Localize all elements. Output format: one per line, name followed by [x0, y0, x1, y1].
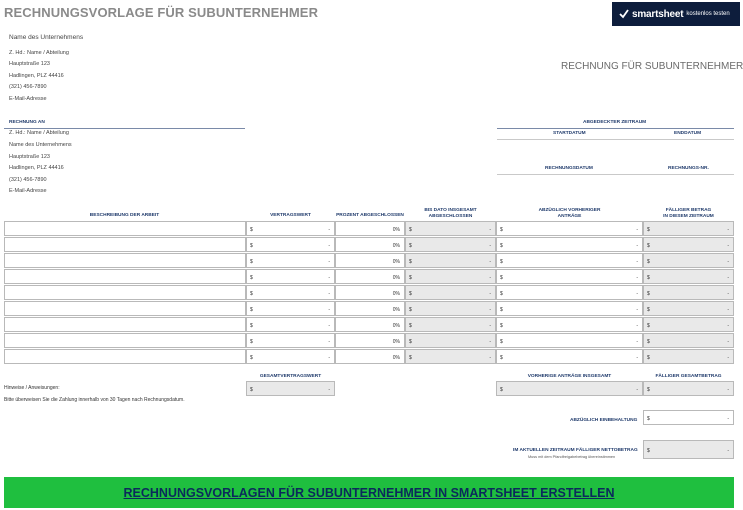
value-dash: - [328, 338, 330, 345]
value-dash: - [328, 242, 330, 249]
currency-symbol: $ [250, 322, 253, 329]
currency-symbol: $ [647, 322, 650, 329]
smartsheet-check-icon [619, 9, 629, 19]
value-dash: - [489, 338, 491, 345]
value-dash: - [328, 354, 330, 361]
cell-less[interactable] [496, 349, 643, 364]
currency-symbol: $ [250, 258, 253, 265]
value-dash: - [636, 242, 638, 249]
logo-brand: smartsheet [632, 8, 684, 20]
previous-total-label: VORHERIGE ANTRÄGE INSGESAMT [527, 374, 612, 379]
currency-symbol: $ [647, 415, 650, 422]
currency-symbol: $ [250, 338, 253, 345]
cta-link[interactable]: RECHNUNGSVORLAGEN FÜR SUBUNTERNEHMER IN SMARTSHEET ERSTELLEN [123, 485, 615, 500]
company-name: Name des Unternehmens [9, 34, 84, 41]
value-dash: - [636, 354, 638, 361]
cell-due [643, 333, 734, 348]
cta-banner[interactable] [4, 477, 734, 508]
currency-symbol: $ [647, 447, 650, 454]
cell-percent[interactable] [335, 269, 405, 284]
value-dash: - [328, 226, 330, 233]
col-header-less-line1: ABZÜGLICH VORHERIGER [538, 208, 601, 213]
value-dash: - [489, 322, 491, 329]
retention-cell[interactable] [643, 410, 734, 425]
currency-symbol: $ [647, 226, 650, 233]
value-dash: - [636, 226, 638, 233]
value-dash: - [489, 226, 491, 233]
currency-symbol: $ [250, 306, 253, 313]
cell-billed [405, 333, 496, 348]
currency-symbol: $ [647, 386, 650, 393]
total-contract-cell [246, 381, 335, 396]
cell-description[interactable] [4, 221, 246, 236]
currency-symbol: $ [409, 290, 412, 297]
value-dash: - [489, 306, 491, 313]
percent-value: 0% [392, 354, 400, 361]
cell-less[interactable] [496, 253, 643, 268]
currency-symbol: $ [409, 338, 412, 345]
cell-description[interactable] [4, 333, 246, 348]
cell-contract[interactable] [246, 349, 335, 364]
value-dash: - [727, 447, 729, 454]
col-header-description: BESCHREIBUNG DER ARBEIT [89, 213, 160, 218]
invoice-field-line[interactable] [497, 174, 734, 175]
percent-value: 0% [392, 274, 400, 281]
cell-due [643, 237, 734, 252]
dates-field-line[interactable] [497, 139, 734, 140]
cell-due [643, 349, 734, 364]
percent-value: 0% [392, 338, 400, 345]
col-header-due-line2: IN DIESEM ZEITRAUM [663, 213, 714, 219]
cell-less[interactable] [496, 333, 643, 348]
currency-symbol: $ [250, 274, 253, 281]
cell-contract[interactable] [246, 333, 335, 348]
company-city: Hadlingen, PLZ 44416 [9, 73, 64, 79]
cell-due [643, 285, 734, 300]
bill-to-divider [4, 128, 245, 129]
cell-due [643, 221, 734, 236]
cell-due [643, 253, 734, 268]
cell-due [643, 301, 734, 316]
cell-billed [405, 253, 496, 268]
company-street: Hauptstraße 123 [9, 61, 50, 67]
company-email: E-Mail-Adresse [9, 96, 47, 102]
currency-symbol: $ [250, 242, 253, 249]
cell-percent[interactable] [335, 285, 405, 300]
cell-percent[interactable] [335, 333, 405, 348]
col-header-percent-complete: PROZENT ABGESCHLOSSEN [336, 213, 404, 218]
currency-symbol: $ [250, 226, 253, 233]
col-header-less-line2: ANTRÄGE [557, 213, 582, 219]
total-contract-label: GESAMTVERTRAGSWERT [259, 374, 322, 379]
cell-description[interactable] [4, 253, 246, 268]
value-dash: - [489, 290, 491, 297]
cell-percent[interactable] [335, 237, 405, 252]
percent-value: 0% [392, 290, 400, 297]
currency-symbol: $ [500, 322, 503, 329]
currency-symbol: $ [409, 226, 412, 233]
currency-symbol: $ [500, 290, 503, 297]
percent-value: 0% [392, 242, 400, 249]
cell-billed [405, 317, 496, 332]
net-due-cell [643, 440, 734, 459]
cell-contract[interactable] [246, 221, 335, 236]
col-header-billed-line2: ABGESCHLOSSEN [428, 213, 473, 219]
company-attention: Z. Hd.: Name / Abteilung [9, 50, 69, 56]
percent-value: 0% [392, 258, 400, 265]
cell-contract[interactable] [246, 317, 335, 332]
logo-sub: kostenlos testen [686, 11, 730, 17]
value-dash: - [636, 306, 638, 313]
cell-less[interactable] [496, 221, 643, 236]
currency-symbol: $ [500, 274, 503, 281]
currency-symbol: $ [500, 226, 503, 233]
value-dash: - [328, 274, 330, 281]
currency-symbol: $ [500, 386, 503, 393]
value-dash: - [489, 354, 491, 361]
cell-contract[interactable] [246, 269, 335, 284]
value-dash: - [489, 258, 491, 265]
start-date-label: STARTDATUM [553, 131, 586, 136]
value-dash: - [636, 338, 638, 345]
cell-less[interactable] [496, 237, 643, 252]
invoice-heading: RECHNUNG FÜR SUBUNTERNEHMER [561, 61, 743, 72]
percent-value: 0% [392, 226, 400, 233]
cell-contract[interactable] [246, 285, 335, 300]
value-dash: - [727, 415, 729, 422]
smartsheet-logo-button[interactable] [612, 2, 740, 26]
period-label: ABGEDECKTER ZEITRAUM [583, 120, 647, 125]
bill-to-phone: (321) 456-7890 [9, 177, 47, 183]
total-due-label: FÄLLIGER GESAMTBETRAG [655, 374, 722, 379]
currency-symbol: $ [500, 354, 503, 361]
net-due-label: IM AKTUELLEN ZEITRAUM FÄLLIGER NETTOBETRAG [513, 448, 638, 453]
cell-contract[interactable] [246, 301, 335, 316]
cell-billed [405, 237, 496, 252]
currency-symbol: $ [409, 306, 412, 313]
cell-description[interactable] [4, 285, 246, 300]
bill-to-email: E-Mail-Adresse [9, 188, 47, 194]
cell-less[interactable] [496, 285, 643, 300]
cell-percent[interactable] [335, 221, 405, 236]
cell-description[interactable] [4, 269, 246, 284]
cell-contract[interactable] [246, 253, 335, 268]
notes-text: Bitte überweisen Sie die Zahlung innerhalb von 30 Tagen nach Rechnungsdatum. [4, 397, 185, 403]
currency-symbol: $ [647, 338, 650, 345]
invoice-date-label: RECHNUNGSDATUM [545, 166, 593, 171]
currency-symbol: $ [500, 258, 503, 265]
cell-less[interactable] [496, 317, 643, 332]
col-header-contract-value: VERTRAGSWERT [270, 213, 311, 218]
cell-percent[interactable] [335, 253, 405, 268]
cell-billed [405, 221, 496, 236]
end-date-label: ENDDATUM [674, 131, 702, 136]
value-dash: - [727, 226, 729, 233]
currency-symbol: $ [647, 306, 650, 313]
currency-symbol: $ [500, 306, 503, 313]
bill-to-label: RECHNUNG AN [9, 120, 45, 125]
currency-symbol: $ [647, 290, 650, 297]
previous-total-cell [496, 381, 643, 396]
cell-percent[interactable] [335, 349, 405, 364]
value-dash: - [727, 322, 729, 329]
col-header-billed-to-date [405, 208, 496, 219]
cell-description[interactable] [4, 317, 246, 332]
currency-symbol: $ [250, 386, 253, 393]
notes-label: Hinweise / Anweisungen: [4, 385, 60, 391]
value-dash: - [636, 290, 638, 297]
cell-due [643, 317, 734, 332]
cell-less[interactable] [496, 269, 643, 284]
cell-less[interactable] [496, 301, 643, 316]
bill-to-street: Hauptstraße 123 [9, 154, 50, 160]
value-dash: - [727, 386, 729, 393]
cell-percent[interactable] [335, 301, 405, 316]
value-dash: - [328, 290, 330, 297]
col-header-amount-due [643, 208, 734, 219]
currency-symbol: $ [409, 258, 412, 265]
value-dash: - [727, 306, 729, 313]
currency-symbol: $ [500, 242, 503, 249]
cell-description[interactable] [4, 301, 246, 316]
value-dash: - [727, 354, 729, 361]
bill-to-attention: Z. Hd.: Name / Abteilung [9, 130, 69, 136]
col-header-due-line1: FÄLLIGER BETRAG [665, 208, 712, 213]
currency-symbol: $ [250, 290, 253, 297]
company-phone: (321) 456-7890 [9, 84, 47, 90]
currency-symbol: $ [250, 354, 253, 361]
bill-to-company: Name des Unternehmens [9, 142, 72, 148]
cell-billed [405, 349, 496, 364]
value-dash: - [636, 258, 638, 265]
percent-value: 0% [392, 306, 400, 313]
net-due-sub: Muss mit dem Pfandfreigabebetrag übereinstimmen [528, 455, 616, 459]
value-dash: - [636, 322, 638, 329]
value-dash: - [636, 386, 638, 393]
value-dash: - [727, 338, 729, 345]
cell-due [643, 269, 734, 284]
value-dash: - [328, 258, 330, 265]
value-dash: - [489, 274, 491, 281]
percent-value: 0% [392, 322, 400, 329]
currency-symbol: $ [647, 274, 650, 281]
cell-contract[interactable] [246, 237, 335, 252]
value-dash: - [727, 274, 729, 281]
cell-description[interactable] [4, 349, 246, 364]
cell-billed [405, 285, 496, 300]
value-dash: - [489, 242, 491, 249]
period-divider [497, 128, 734, 129]
value-dash: - [328, 322, 330, 329]
currency-symbol: $ [647, 354, 650, 361]
invoice-no-label: RECHNUNGS-NR. [668, 166, 709, 171]
currency-symbol: $ [409, 242, 412, 249]
currency-symbol: $ [500, 338, 503, 345]
page-title: RECHNUNGSVORLAGE FÜR SUBUNTERNEHMER [4, 5, 319, 20]
bill-to-city: Hadlingen, PLZ 44416 [9, 165, 64, 171]
value-dash: - [636, 274, 638, 281]
value-dash: - [727, 258, 729, 265]
cell-billed [405, 301, 496, 316]
value-dash: - [328, 386, 330, 393]
currency-symbol: $ [647, 242, 650, 249]
retention-label: ABZÜGLICH EINBEHALTUNG [570, 418, 638, 423]
col-header-less-previous [496, 208, 643, 219]
currency-symbol: $ [409, 322, 412, 329]
cell-billed [405, 269, 496, 284]
value-dash: - [727, 290, 729, 297]
cell-description[interactable] [4, 237, 246, 252]
total-due-cell [643, 381, 734, 396]
currency-symbol: $ [647, 258, 650, 265]
currency-symbol: $ [409, 354, 412, 361]
value-dash: - [727, 242, 729, 249]
cell-percent[interactable] [335, 317, 405, 332]
value-dash: - [328, 306, 330, 313]
col-header-billed-line1: BIS DATO INSGESAMT [424, 208, 477, 213]
currency-symbol: $ [409, 274, 412, 281]
